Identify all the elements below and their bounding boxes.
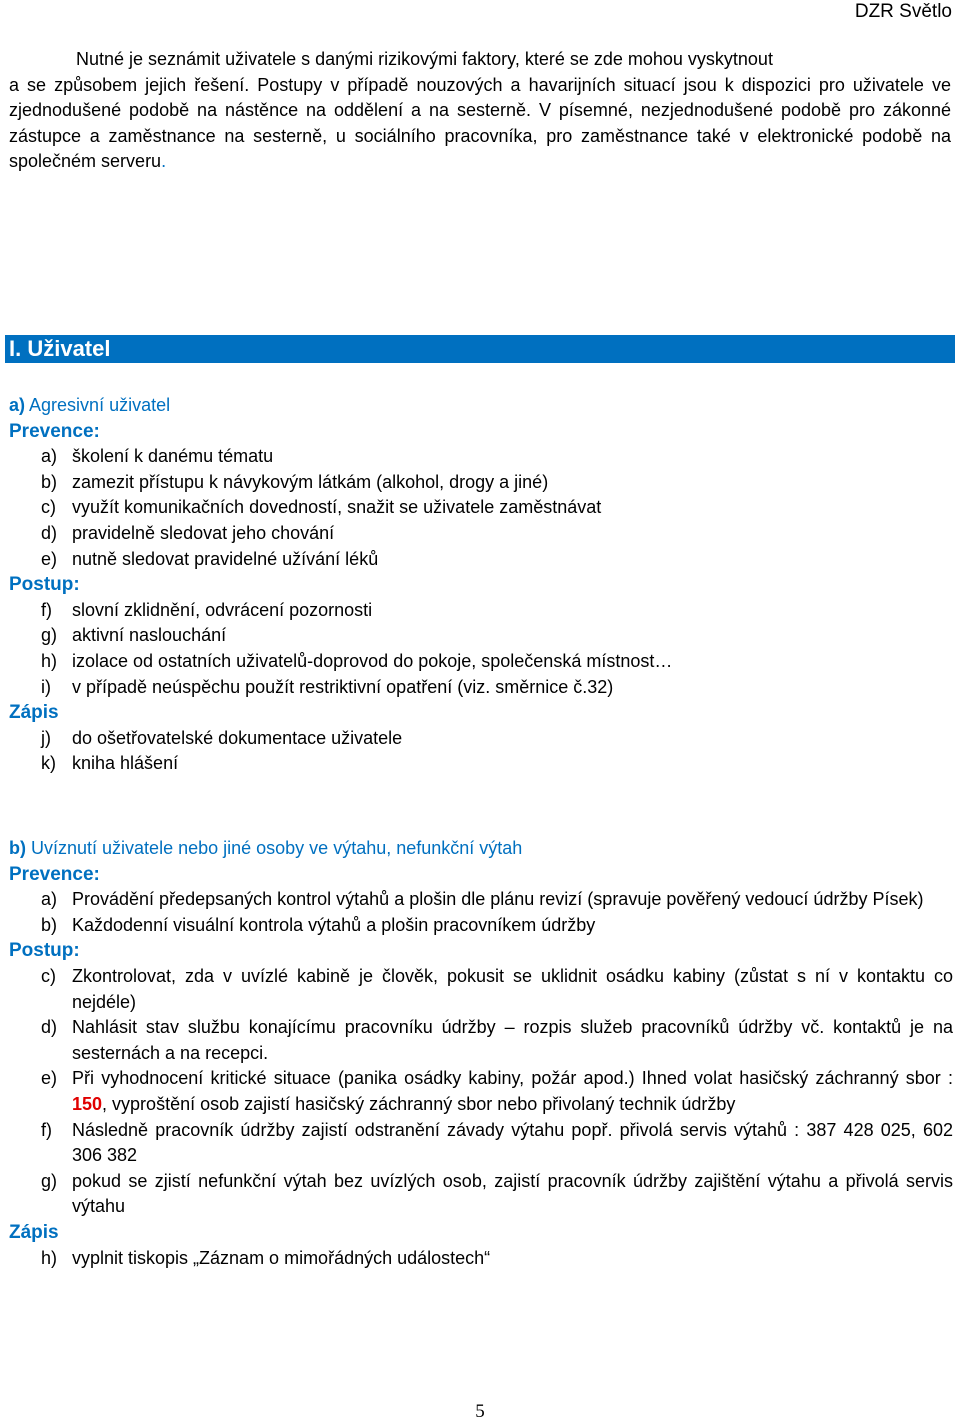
list-item-marker: g)	[41, 1170, 58, 1191]
list-item	[9, 470, 953, 496]
section-a-title: Agresivní uživatel	[29, 395, 171, 415]
section-b	[9, 836, 953, 1271]
list-item-text: Zkontrolovat, zda v uvízlé kabině je člověk, pokusit se uklidnit osádku kabiny (zůstat s ní v kontaktu co nejdéle)	[72, 965, 953, 1012]
list-item-text: Nahlásit stav službu konajícímu pracovníku údržby – rozpis služeb pracovníků údržby vč. kontaktů je na sesternách a na recepci.	[72, 1017, 953, 1063]
a-zapis-label: Zápis	[9, 702, 59, 724]
list-item-text: využít komunikačních dovedností, snažit se uživatele zaměstnávat	[72, 497, 602, 518]
page-number: 5	[475, 1401, 485, 1422]
b-zapis-list	[9, 1246, 953, 1272]
list-item-marker: d)	[41, 1017, 58, 1038]
header-title: DZR Světlo	[854, 1, 952, 22]
list-item-text: pokud se zjistí nefunkční výtah bez uvízlých osob, zajistí pracovník údržby zajištění výtahu a přivolá servis výtahu	[72, 1170, 953, 1217]
list-item	[9, 1169, 953, 1220]
list-item	[9, 726, 953, 752]
list-item	[9, 1118, 953, 1169]
emergency-number: 150	[72, 1093, 103, 1114]
list-item-marker: c)	[41, 965, 56, 986]
list-item-text	[72, 1066, 953, 1117]
postup-e-text-after: , vyproštění osob zajistí hasičský záchranný sbor nebo přivolaný technik údržby	[102, 1093, 736, 1114]
list-item-marker: e)	[41, 1068, 58, 1089]
section-title: I. Uživatel	[5, 335, 955, 363]
b-zapis-label: Zápis	[9, 1221, 59, 1243]
list-item	[9, 444, 953, 470]
a-postup-list	[9, 598, 953, 700]
section-b-letter: b)	[9, 838, 26, 858]
list-item-marker: e)	[41, 548, 58, 569]
list-item-text: kniha hlášení	[72, 753, 179, 774]
intro-first-line: Nutné je seznámit uživatele s danými rizikovými faktory, které se zde mohou vyskytnout	[76, 49, 773, 69]
list-item	[9, 1066, 953, 1117]
list-item	[9, 1015, 953, 1066]
list-item-marker: a)	[41, 446, 58, 467]
a-prevence-label: Prevence:	[9, 420, 100, 442]
list-item-marker: d)	[41, 522, 58, 543]
b-postup-list-2	[9, 1118, 953, 1220]
list-item-text: Provádění předepsaných kontrol výtahů a plošin dle plánu revizí (spravuje pověřený vedoucí údržby Písek)	[72, 889, 924, 910]
list-item-text: aktivní naslouchání	[72, 625, 227, 646]
list-item-marker: k)	[41, 753, 56, 774]
list-item-marker: i)	[41, 676, 51, 697]
list-item-text: zamezit přístupu k návykovým látkám (alkohol, drogy a jiné)	[72, 471, 549, 492]
b-prevence-label: Prevence:	[9, 863, 100, 885]
list-item-marker: f)	[41, 1119, 52, 1140]
list-item-marker: b)	[41, 914, 58, 935]
section-b-heading	[9, 836, 953, 862]
list-item	[9, 521, 953, 547]
list-item	[9, 675, 953, 701]
list-item-text: nutně sledovat pravidelné užívání léků	[72, 548, 379, 569]
list-item-text: vyplnit tiskopis „Záznam o mimořádných událostech“	[72, 1247, 491, 1268]
section-a	[9, 393, 953, 777]
list-item	[9, 887, 953, 913]
list-item-text: Následně pracovník údržby zajistí odstranění závady výtahu popř. přivolá servis výtahů : 387 428 025, 602 306 382	[72, 1119, 953, 1166]
b-postup-label: Postup:	[9, 940, 80, 962]
a-postup-label: Postup:	[9, 574, 80, 596]
list-item	[9, 913, 953, 939]
list-item	[9, 964, 953, 1015]
list-item	[9, 547, 953, 573]
a-zapis-list	[9, 726, 953, 777]
list-item-marker: j)	[41, 727, 51, 748]
list-item-marker: f)	[41, 599, 52, 620]
list-item-marker: g)	[41, 625, 58, 646]
list-item-text: Každodenní visuální kontrola výtahů a plošin pracovníkem údržby	[72, 914, 596, 935]
intro-body-text: a se způsobem jejich řešení. Postupy v případě nouzových a havarijních situací jsou k dispozici pro uživatele ve zjednodušené podobě na nástěnce na oddělení a na sesterně. V písemné, nezjednodušené podobě pro zákonné zástupce a zaměstnance na sesterně, u sociálního pracovníka, pro zaměstnance také v elektronické podobě na společném serveru	[9, 74, 951, 172]
a-prevence-list	[9, 444, 953, 572]
intro-paragraph	[9, 47, 951, 175]
list-item	[9, 649, 953, 675]
section-b-title: Uvíznutí uživatele nebo jiné osoby ve výtahu, nefunkční výtah	[31, 838, 523, 858]
intro-end: .	[161, 151, 167, 172]
list-item-text: do ošetřovatelské dokumentace uživatele	[72, 727, 403, 748]
list-item	[9, 751, 953, 777]
list-item-text: izolace od ostatních uživatelů-doprovod do pokoje, společenská místnost…	[72, 650, 673, 671]
b-prevence-list	[9, 887, 953, 938]
list-item-text: v případě neúspěchu použít restriktivní opatření (viz. směrnice č.32)	[72, 676, 614, 697]
postup-e-text-before: Při vyhodnocení kritické situace (panika osádky kabiny, požár apod.) Ihned volat hasičský záchranný sbor :	[72, 1068, 953, 1089]
intro-body	[9, 73, 951, 175]
list-item-text: pravidelně sledovat jeho chování	[72, 522, 335, 543]
b-postup-list	[9, 964, 953, 1066]
list-item-text: školení k danému tématu	[72, 446, 274, 467]
list-item-marker: h)	[41, 650, 58, 671]
list-item-text: slovní zklidnění, odvrácení pozornosti	[72, 599, 373, 620]
list-item	[9, 598, 953, 624]
list-item-marker: h)	[41, 1247, 58, 1268]
list-item-marker: c)	[41, 497, 56, 518]
list-item	[9, 495, 953, 521]
list-item	[9, 1246, 953, 1272]
section-a-heading	[9, 393, 953, 419]
list-item-marker: a)	[41, 889, 58, 910]
list-item-marker: b)	[41, 471, 58, 492]
section-a-letter: a)	[9, 395, 26, 415]
list-item	[9, 623, 953, 649]
